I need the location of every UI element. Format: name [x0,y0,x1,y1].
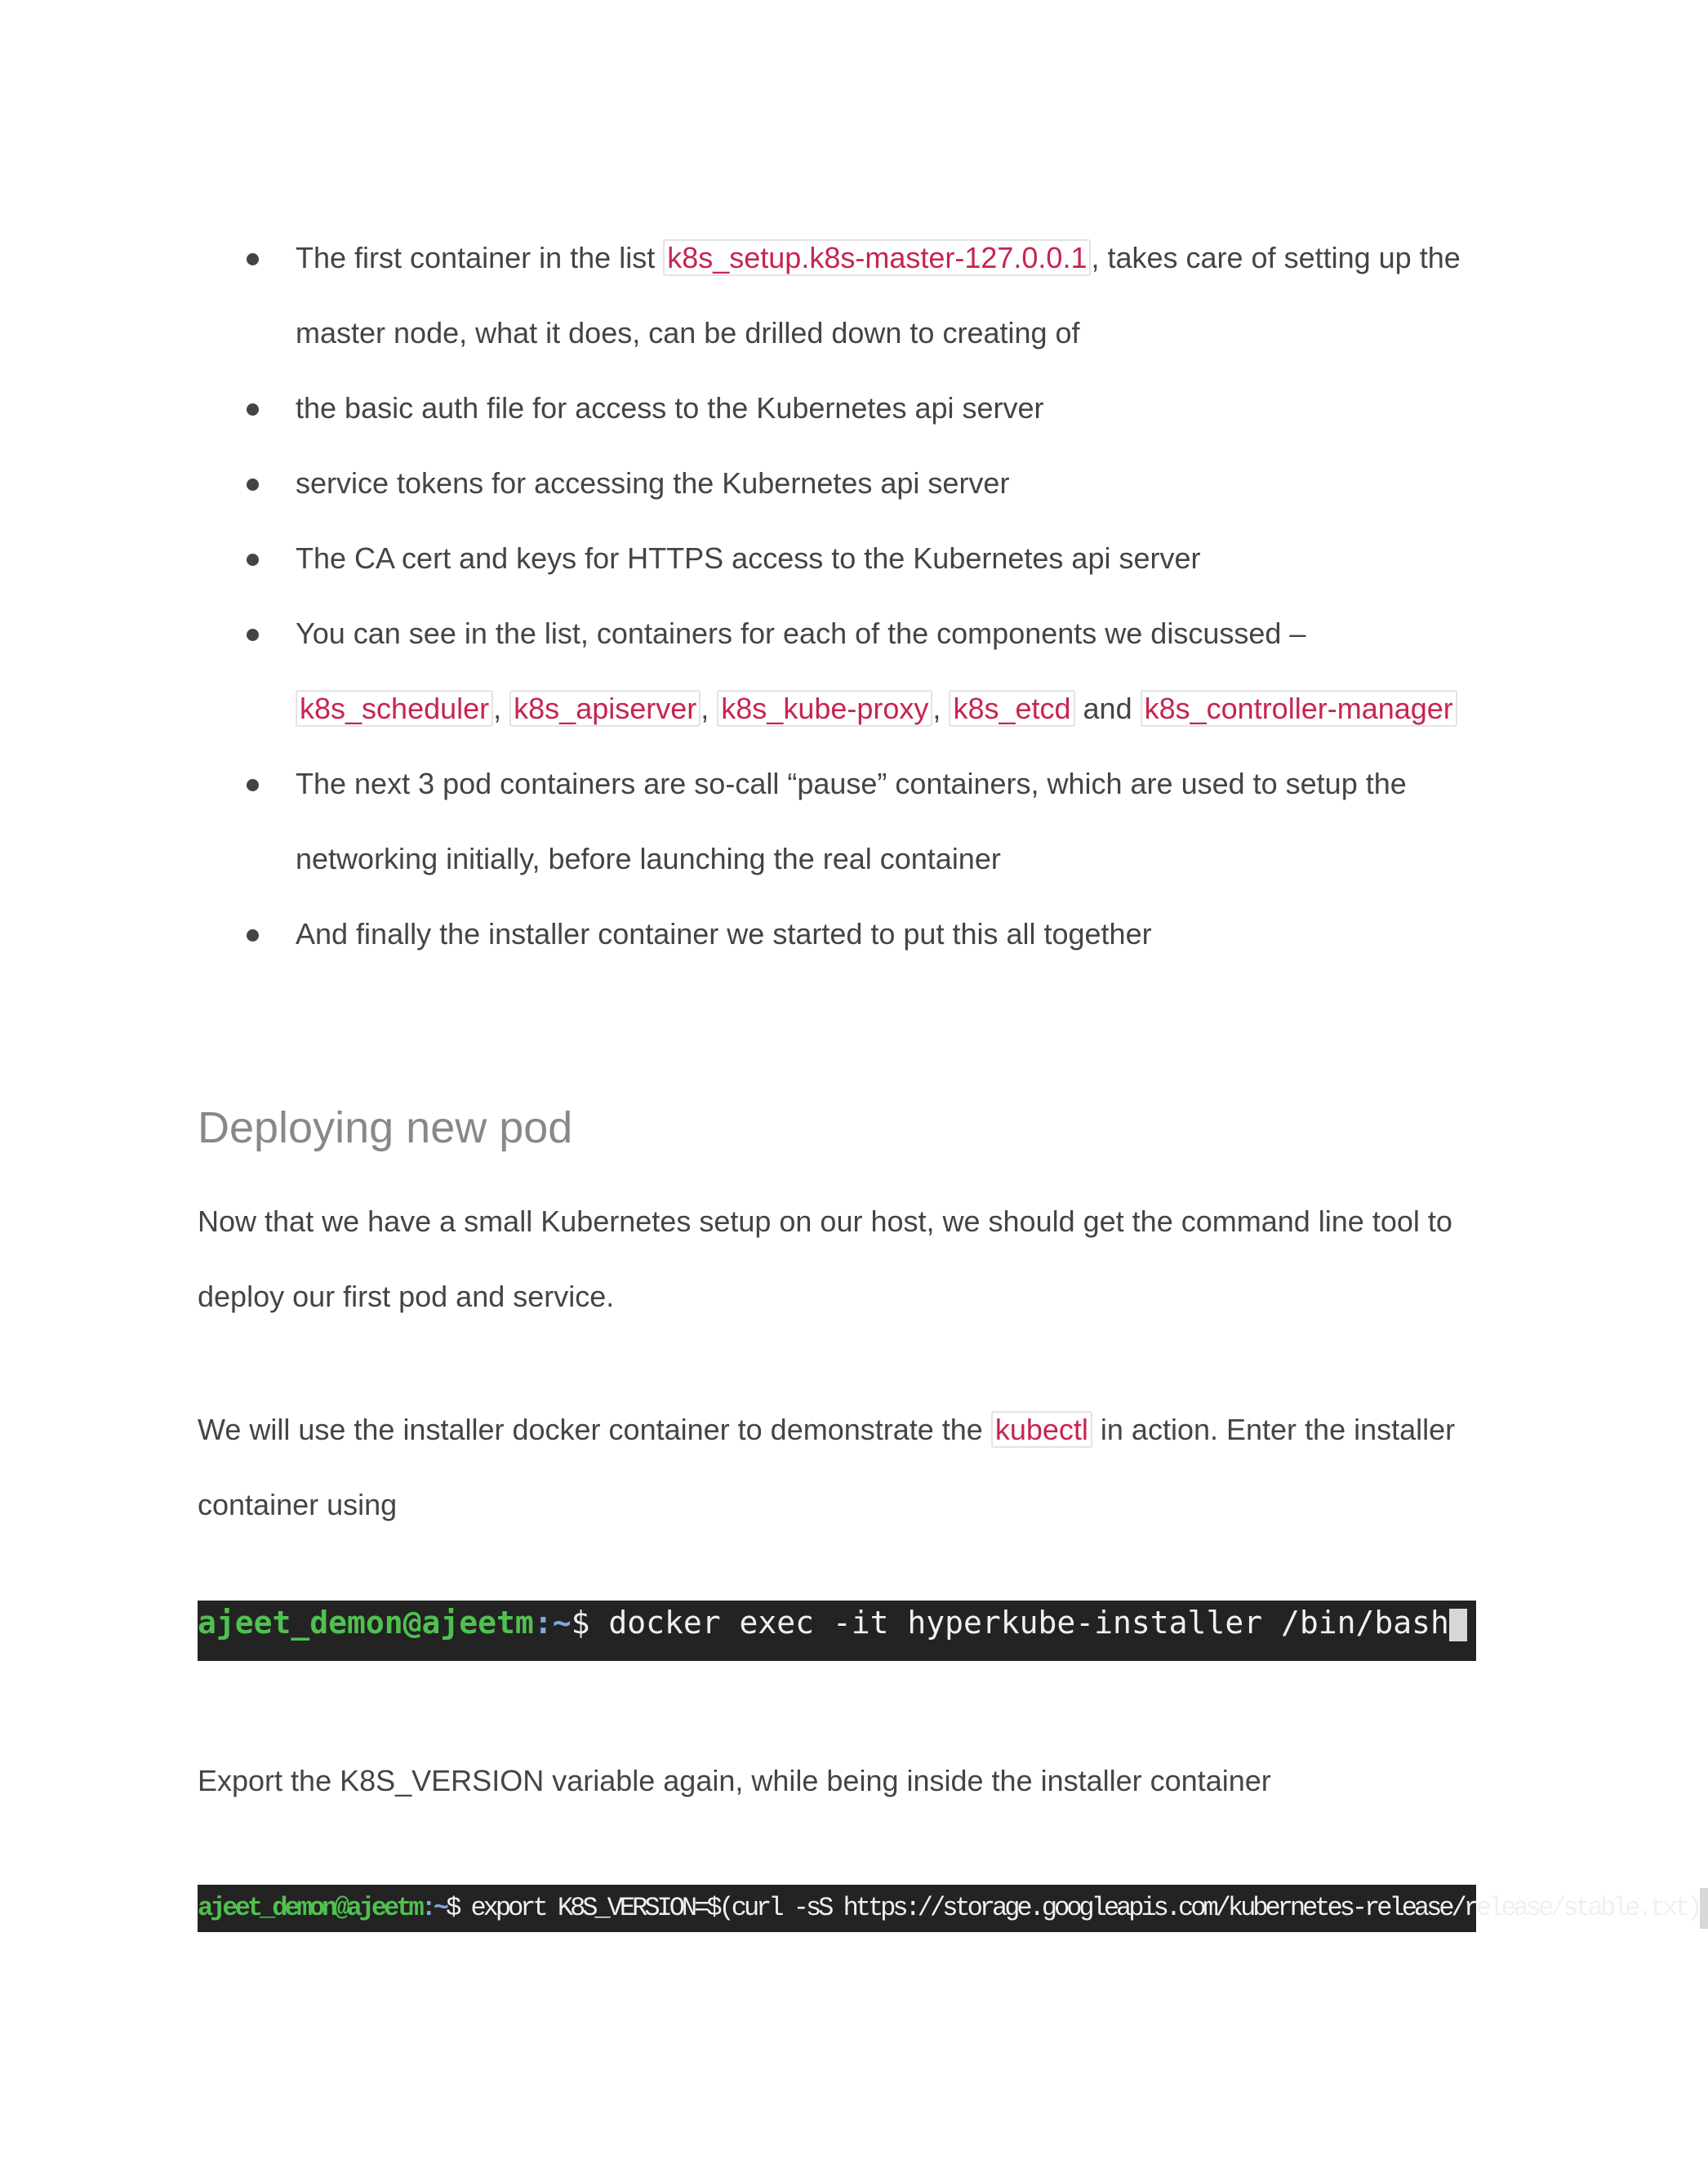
inline-code: k8s_scheduler [296,690,493,727]
inline-code: k8s_kube-proxy [717,690,932,727]
inline-code-kubectl: kubectl [991,1411,1092,1448]
list-item-text: The first container in the list [296,241,664,274]
terminal-path: :~ [533,1605,572,1641]
list-item-text: , takes care of setting up the master node, what it does, can be drilled down to creating of [296,241,1461,350]
list-item [198,596,1496,746]
list-item-text: And finally the installer container we started to put this all together [296,917,1152,951]
list-item [198,746,1496,897]
terminal-screenshot-export [198,1885,1700,1932]
paragraph-intro: Now that we have a small Kubernetes setup on our host, we should get the command line tool to deploy our first pod and service. [198,1204,1452,1313]
separator-text: , [932,692,950,725]
list-item [198,371,1496,446]
inline-code: k8s_apiserver [509,690,701,727]
list-item-text: The next 3 pod containers are so-call “pause” containers, which are used to setup the networking initially, before launching the real container [296,767,1407,875]
list-item-text: the basic auth file for access to the Kubernetes api server [296,391,1044,425]
list-item [198,897,1496,972]
terminal-user: ajeet_demon@ajeetm [198,1893,421,1923]
inline-code: k8s_setup.k8s-master-127.0.0.1 [663,239,1091,276]
container-bullet-list [198,220,1496,972]
bullet-icon [247,779,259,791]
separator-text: and [1074,692,1141,725]
bullet-icon [247,629,259,641]
terminal-cursor [1700,1888,1708,1929]
paragraph-export: Export the K8S_VERSION variable again, while being inside the installer container [198,1764,1271,1797]
inline-code: k8s_etcd [949,690,1074,727]
terminal-command: export K8S_VERSION=$(curl -sS https://storage.googleapis.com/kubernetes-release/release/stable.txt) [470,1893,1700,1923]
list-item [198,521,1496,596]
bullet-icon [247,403,259,416]
terminal-command: docker exec -it hyperkube-installer /bin/bash [608,1605,1449,1641]
bullet-icon [247,479,259,491]
inline-code: k8s_controller-manager [1141,690,1457,727]
bullet-icon [247,554,259,566]
section-heading: Deploying new pod [198,1103,573,1152]
list-item [198,446,1496,521]
paragraph-kubectl [198,1392,1496,1543]
terminal-prompt: $ [446,1893,471,1923]
terminal-cursor [1449,1609,1467,1641]
separator-text: , [701,692,718,725]
bullet-icon [247,253,259,265]
terminal-screenshot-exec [198,1601,1476,1661]
paragraph-text: in action. Enter the installer container using [198,1413,1456,1521]
list-item-text: The CA cert and keys for HTTPS access to the Kubernetes api server [296,541,1201,575]
list-item [198,220,1496,371]
separator-text: , [493,692,510,725]
terminal-user: ajeet_demon@ajeetm [198,1605,534,1641]
list-item-text: You can see in the list, containers for each of the components we discussed – [296,617,1306,650]
paragraph-text: We will use the installer docker container to demonstrate the [198,1413,991,1446]
bullet-icon [247,929,259,942]
terminal-prompt: $ [571,1605,609,1641]
terminal-path: :~ [420,1893,447,1923]
list-item-text: service tokens for accessing the Kubernetes api server [296,466,1010,500]
